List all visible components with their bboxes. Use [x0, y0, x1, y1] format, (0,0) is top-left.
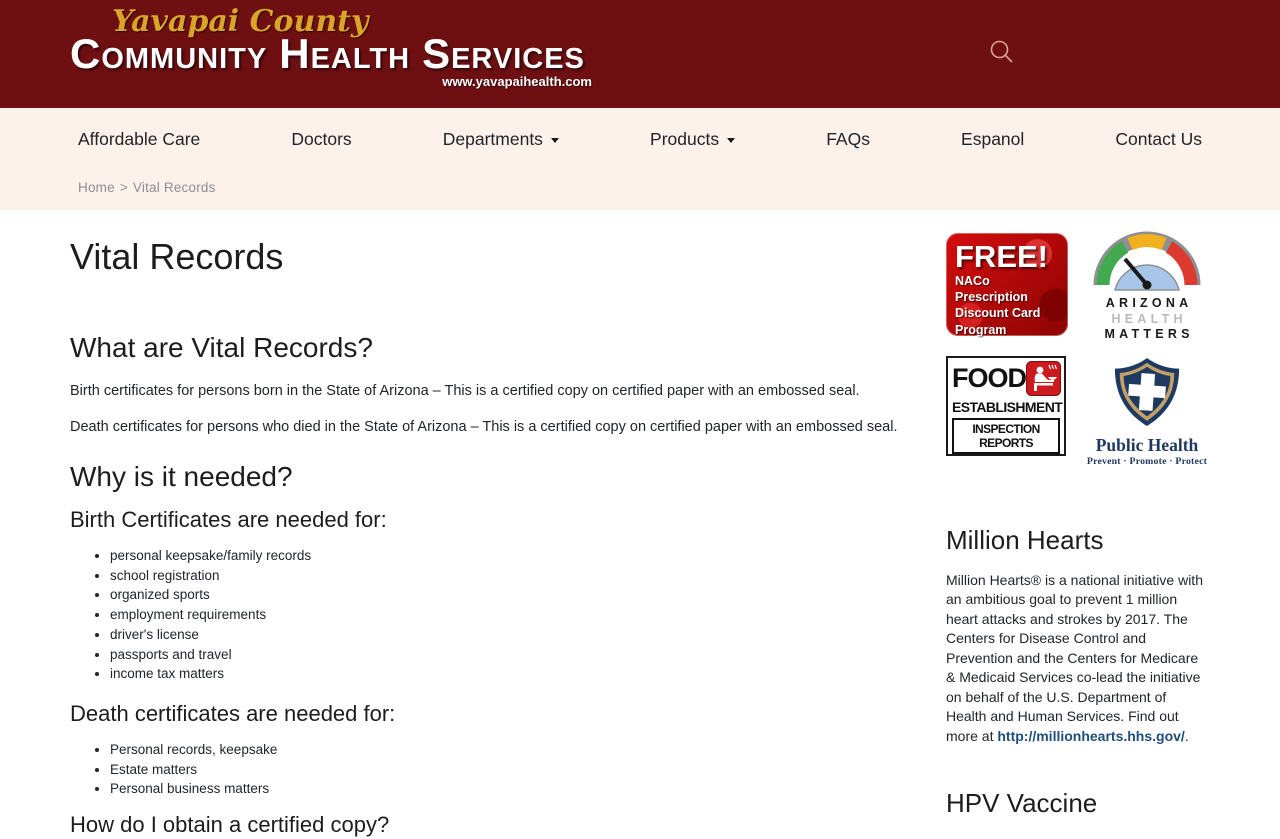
logo-word: COMMUNITY [70, 30, 268, 77]
death-certificates-needed-heading: Death certificates are needed for: [70, 700, 396, 726]
azhm-word-health: HEALTH [1111, 311, 1187, 326]
nav-item-espanol[interactable]: Espanol [961, 128, 1025, 149]
azhm-word-matters: MATTERS [1104, 327, 1194, 341]
why-is-it-needed-heading: Why is it needed? [70, 461, 293, 492]
nav-item-products[interactable]: Products [650, 129, 735, 150]
gauge-icon [1095, 233, 1199, 291]
logo-website-url: www.yavapaihealth.com [442, 74, 592, 89]
list-item: • organized sports [110, 585, 906, 605]
million-hearts-paragraph: Million Hearts® is a national initiative with an ambitious goal to prevent 1 million heart attacks and strokes by 2017. The Centers for Disease Control and Prevention and the Centers for Medicare & Medicaid Services co-lead the initiative on behalf of the U.S. Department of Health and Human Services. Find out more at http://millionhearts.hhs.gov/. [946, 571, 1203, 744]
public-health-tagline: Prevent · Promote · Protect [1086, 455, 1208, 467]
logo-word: HEALTH [279, 30, 411, 77]
birth-certificates-list [70, 546, 906, 684]
birth-certificates-paragraph: Birth certificates for persons born in the State of Arizona – This is a certified copy on certified paper with an embossed seal. [70, 383, 860, 399]
nav-strip [0, 108, 1280, 210]
public-health-badge[interactable] [1086, 356, 1208, 467]
list-item: • driver's license [110, 625, 906, 645]
what-are-vital-records-heading: What are Vital Records? [70, 332, 373, 363]
list-item: • employment requirements [110, 605, 906, 625]
food-badge-title: FOOD [952, 362, 1026, 393]
breadcrumb [78, 170, 1202, 195]
list-item: • passports and travel [110, 645, 906, 665]
public-health-title: Public Health [1095, 434, 1199, 455]
public-health-shield-icon [1109, 356, 1185, 428]
naco-headline: FREE! [955, 239, 1048, 274]
next-section-heading-partial: How do I obtain a certified copy? [70, 812, 390, 838]
million-hearts-link[interactable]: http://millionhearts.hhs.gov/ [997, 727, 1185, 744]
azhm-word-arizona: ARIZONA [1105, 296, 1193, 310]
death-certificates-list [70, 740, 906, 799]
list-item: • personal keepsake/family records [110, 546, 906, 566]
nav-item-contact-us[interactable]: Contact Us [1115, 128, 1202, 149]
million-hearts-heading: Million Hearts [946, 524, 1104, 555]
list-item: • Estate matters [110, 760, 906, 780]
nav-item-doctors[interactable]: Doctors [291, 128, 352, 149]
breadcrumb-current: Vital Records [132, 180, 216, 195]
logo-word: SERVICES [422, 30, 585, 77]
food-badge-line3: INSPECTION REPORTS [952, 418, 1060, 454]
sidebar-badges [946, 233, 1210, 467]
food-badge-line2: ESTABLISHMENT [952, 398, 1063, 415]
logo-script-text: Yavapai County [112, 4, 369, 39]
dining-icon [1026, 361, 1061, 396]
search-icon[interactable] [988, 38, 1016, 66]
hpv-vaccine-heading-partial: HPV Vaccine [946, 788, 1098, 818]
nav-item-faqs[interactable]: FAQs [826, 128, 870, 149]
page-content [0, 210, 1280, 839]
death-certificates-paragraph: Death certificates for persons who died in the State of Arizona – This is a certified copy on certified paper with an embossed seal. [70, 419, 898, 435]
main-column [70, 210, 906, 839]
list-item: • Personal records, keepsake [110, 740, 906, 760]
naco-prescription-badge[interactable] [946, 233, 1068, 336]
food-inspection-reports-badge[interactable] [946, 356, 1066, 456]
food-badge-top-row [952, 361, 1060, 396]
nav-item-departments[interactable]: Departments [443, 129, 559, 150]
site-logo[interactable] [70, 4, 600, 89]
sidebar [946, 210, 1210, 839]
list-item: • school registration [110, 566, 906, 586]
page-title: Vital Records [70, 236, 284, 277]
site-header [0, 0, 1280, 108]
breadcrumb-separator: > [119, 180, 128, 195]
list-item: • income tax matters [110, 664, 906, 684]
naco-line: NACo Prescription [955, 274, 1028, 304]
birth-certificates-needed-heading: Birth Certificates are needed for: [70, 507, 387, 532]
chevron-down-icon [727, 138, 735, 143]
nav-item-affordable-care[interactable]: Affordable Care [78, 128, 201, 149]
arizona-health-matters-badge[interactable] [1086, 233, 1208, 343]
naco-line: Program [955, 322, 1007, 337]
breadcrumb-home-link[interactable]: Home [78, 180, 115, 195]
naco-line: Discount Card [955, 306, 1041, 320]
chevron-down-icon [551, 138, 559, 143]
main-nav [78, 108, 1202, 170]
list-item: • Personal business matters [110, 779, 906, 799]
